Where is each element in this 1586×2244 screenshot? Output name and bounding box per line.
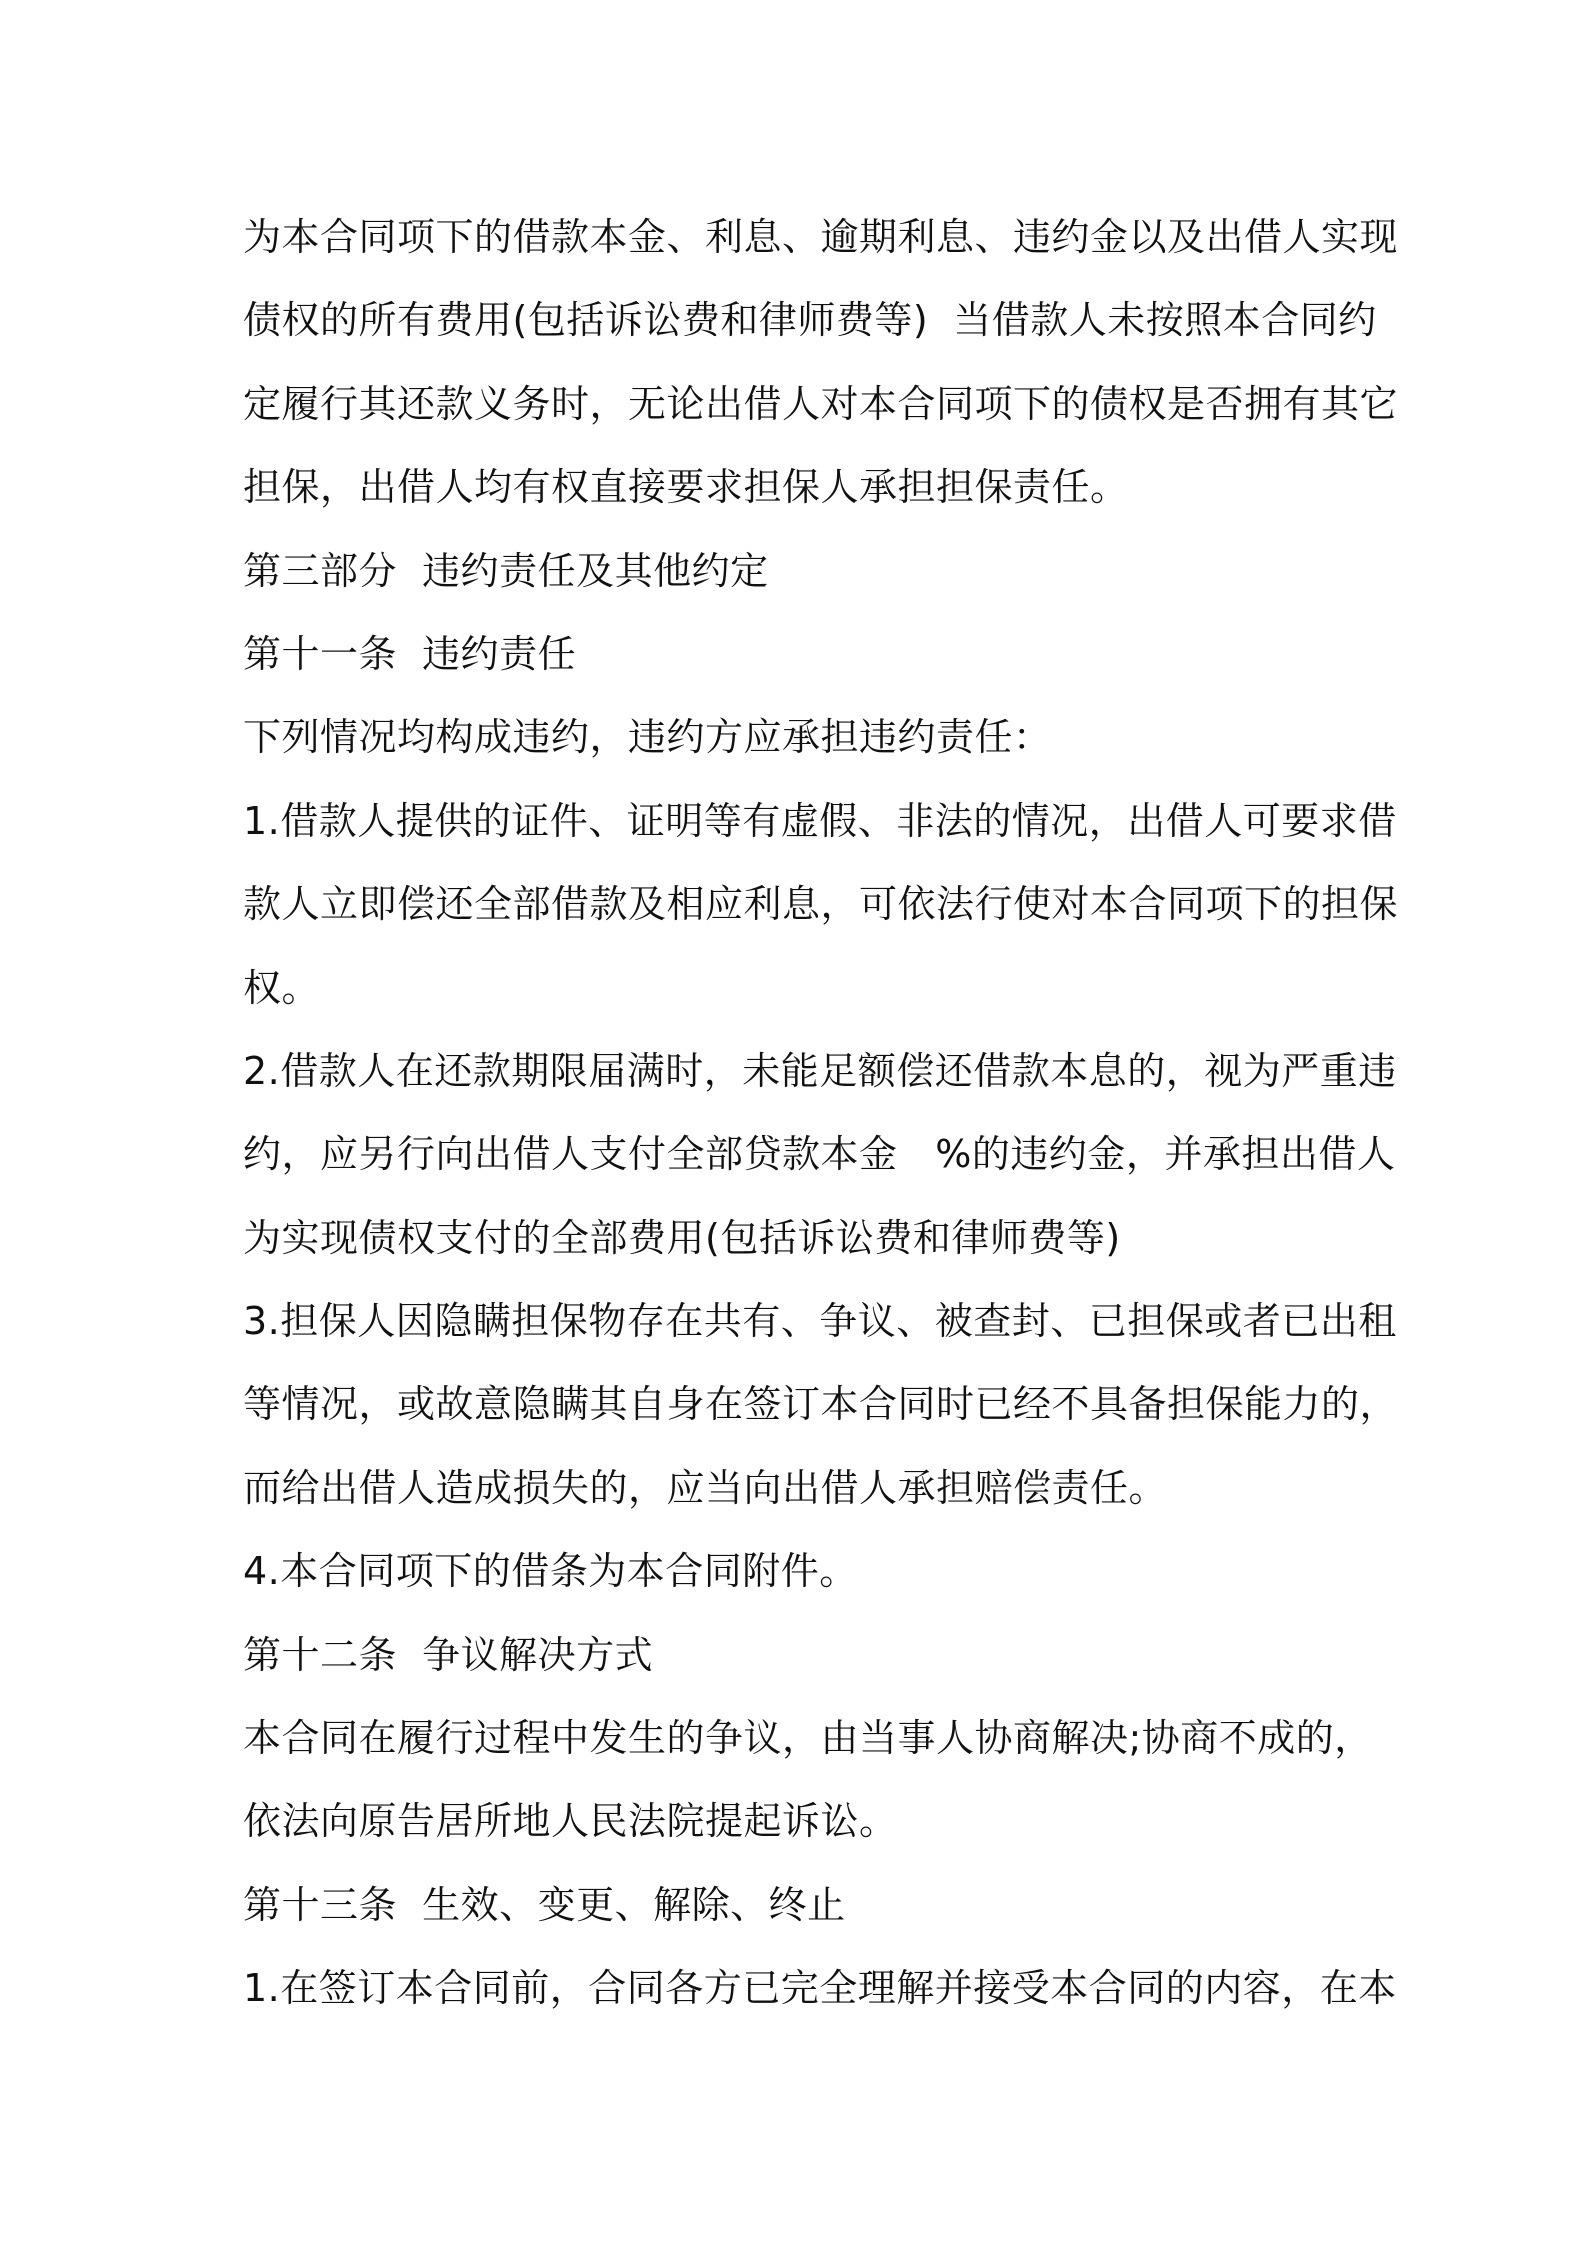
paragraph-line: 下列情况均构成违约，违约方应承担违约责任： [243,715,1052,760]
list-item-line: 1.借款人提供的证件、证明等有虚假、非法的情况，出借人可要求借 [243,798,1397,843]
article-heading: 第十三条 生效、变更、解除、终止 [243,1882,846,1927]
list-item-line: 而给出借人造成损失的，应当向出借人承担赔偿责任。 [243,1465,1168,1510]
paragraph-line: 本合同在履行过程中发生的争议，由当事人协商解决;协商不成的， [243,1716,1373,1761]
list-item-line: 1.在签订本合同前，合同各方已完全理解并接受本合同的内容，在本 [243,1966,1397,2011]
list-item-line: 2.借款人在还款期限届满时，未能足额偿还借款本息的，视为严重违 [243,1048,1397,1093]
list-item-line: 3.担保人因隐瞒担保物存在共有、争议、被查封、已担保或者已出租 [243,1299,1397,1344]
paragraph-line: 定履行其还款义务时，无论出借人对本合同项下的债权是否拥有其它 [243,381,1399,426]
article-heading: 第十二条 争议解决方式 [243,1632,654,1677]
document-body [243,196,1399,2031]
paragraph-line: 依法向原告居所地人民法院提起诉讼。 [243,1799,898,1844]
paragraph-line: 为本合同项下的借款本金、利息、逾期利息、违约金以及出借人实现 [243,215,1399,259]
paragraph-line: 债权的所有费用(包括诉讼费和律师费等) 当借款人未按照本合同约 [243,298,1377,343]
list-item-line: 款人立即偿还全部借款及相应利息，可依法行使对本合同项下的担保 [243,882,1399,927]
list-item-line: 等情况，或故意隐瞒其自身在签订本合同时已经不具备担保能力的， [243,1382,1399,1427]
list-item-line: 权。 [243,965,321,1010]
list-item-line: 约，应另行向出借人支付全部贷款本金 %的违约金，并承担出借人 [243,1132,1396,1177]
list-item-line: 为实现债权支付的全部费用(包括诉讼费和律师费等) [243,1215,1121,1260]
paragraph-line: 担保，出借人均有权直接要求担保人承担担保责任。 [243,465,1129,510]
article-heading: 第十一条 违约责任 [243,631,577,676]
list-item-line: 4.本合同项下的借条为本合同附件。 [243,1549,858,1594]
section-heading: 第三部分 违约责任及其他约定 [243,548,769,593]
